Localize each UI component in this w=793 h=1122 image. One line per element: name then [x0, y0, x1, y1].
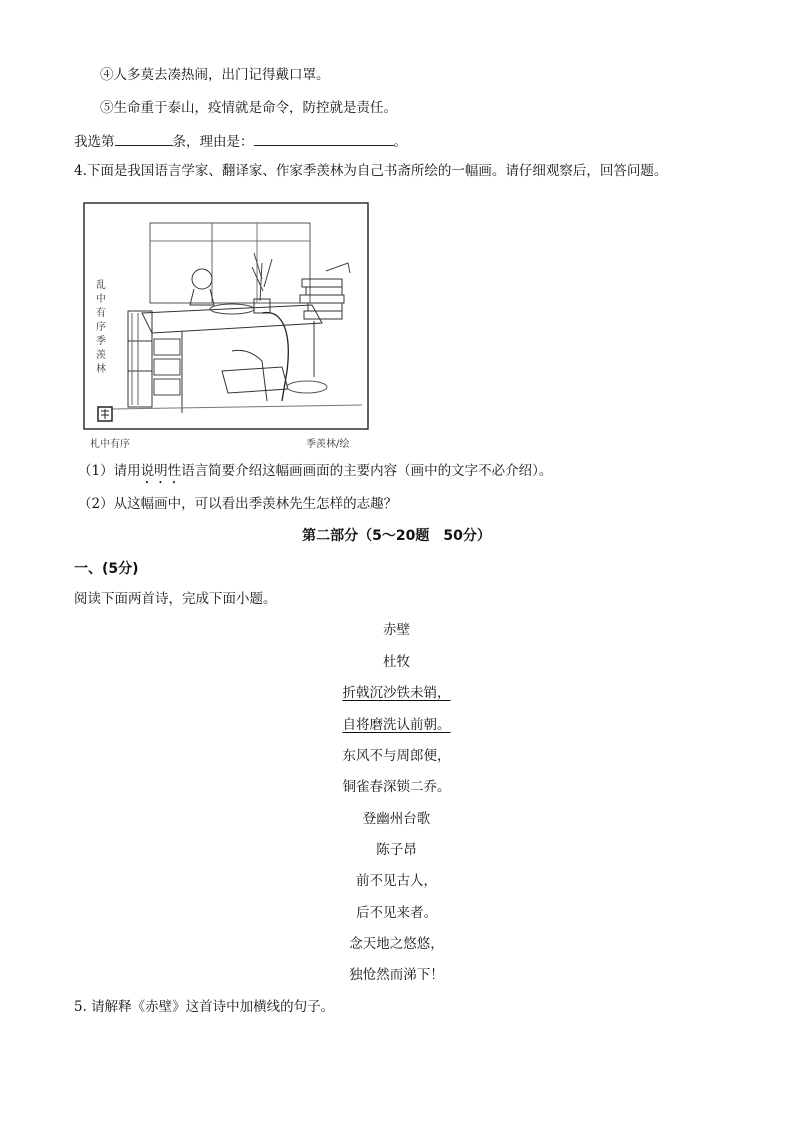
poem1-line-2-text: 自将磨洗认前朝。	[342, 717, 451, 733]
poem1-title: 赤壁	[383, 622, 410, 638]
poem2-line-3: 念天地之悠悠，	[349, 936, 444, 952]
figure-caption-right: 季羡林/绘	[306, 439, 350, 450]
q4-sub1-prefix: （1）请用	[78, 463, 141, 479]
poem2-line-4: 独怆然而涕下！	[349, 967, 444, 983]
poem1-author: 杜牧	[383, 654, 410, 670]
option-4: ④人多莫去凑热闹，出门记得戴口罩。	[100, 67, 330, 83]
choice-end: 。	[393, 134, 407, 150]
q4-sub1-emphasis: 说明性	[140, 463, 182, 479]
choice-number-blank[interactable]	[115, 131, 173, 146]
figure-caption-left: 札中有序	[90, 439, 130, 450]
poem2-author: 陈子昂	[376, 842, 417, 858]
figure-side-inscription: 乱中有序 季羡林	[96, 280, 106, 375]
reason-blank[interactable]	[254, 131, 394, 146]
option-5: ⑤生命重于泰山，疫情就是命令，防控就是责任。	[100, 100, 397, 116]
poem2-line-1: 前不见古人，	[356, 873, 437, 889]
poem1-line-2	[0, 716, 793, 734]
q4-sub1-suffix: 语言简要介绍这幅画画面的主要内容（画中的文字不必介绍）。	[181, 463, 553, 479]
poem1-line-3: 东风不与周郎便，	[342, 748, 451, 764]
choice-mid: 条，理由是：	[172, 134, 254, 150]
poem2-title: 登幽州台歌	[362, 811, 431, 827]
choice-prefix: 我选第	[74, 134, 115, 150]
q5-text: 5. 请解释《赤壁》这首诗中加横线的句子。	[74, 999, 335, 1015]
poem1-line-1	[0, 684, 793, 702]
q4-sub1	[78, 462, 552, 487]
poem1-line-1-text: 折戟沉沙铁未销，	[342, 685, 451, 701]
q4-sub2: （2）从这幅画中，可以看出季羡林先生怎样的志趣？	[78, 496, 398, 512]
section1-intro: 阅读下面两首诗，完成下面小题。	[74, 591, 277, 607]
q4-intro: 4.下面是我国语言学家、翻译家、作家季羡林为自己书斋所绘的一幅画。请仔细观察后，回答问题。	[74, 163, 668, 179]
poem2-line-2: 后不见来者。	[356, 905, 437, 921]
poem1-line-4: 铜雀春深锁二乔。	[342, 779, 451, 795]
choice-line	[74, 131, 407, 151]
study-sketch-image	[82, 201, 372, 454]
part2-heading: 第二部分（5～20题 50分）	[302, 528, 491, 544]
section1-heading: 一、(5分)	[74, 561, 139, 577]
